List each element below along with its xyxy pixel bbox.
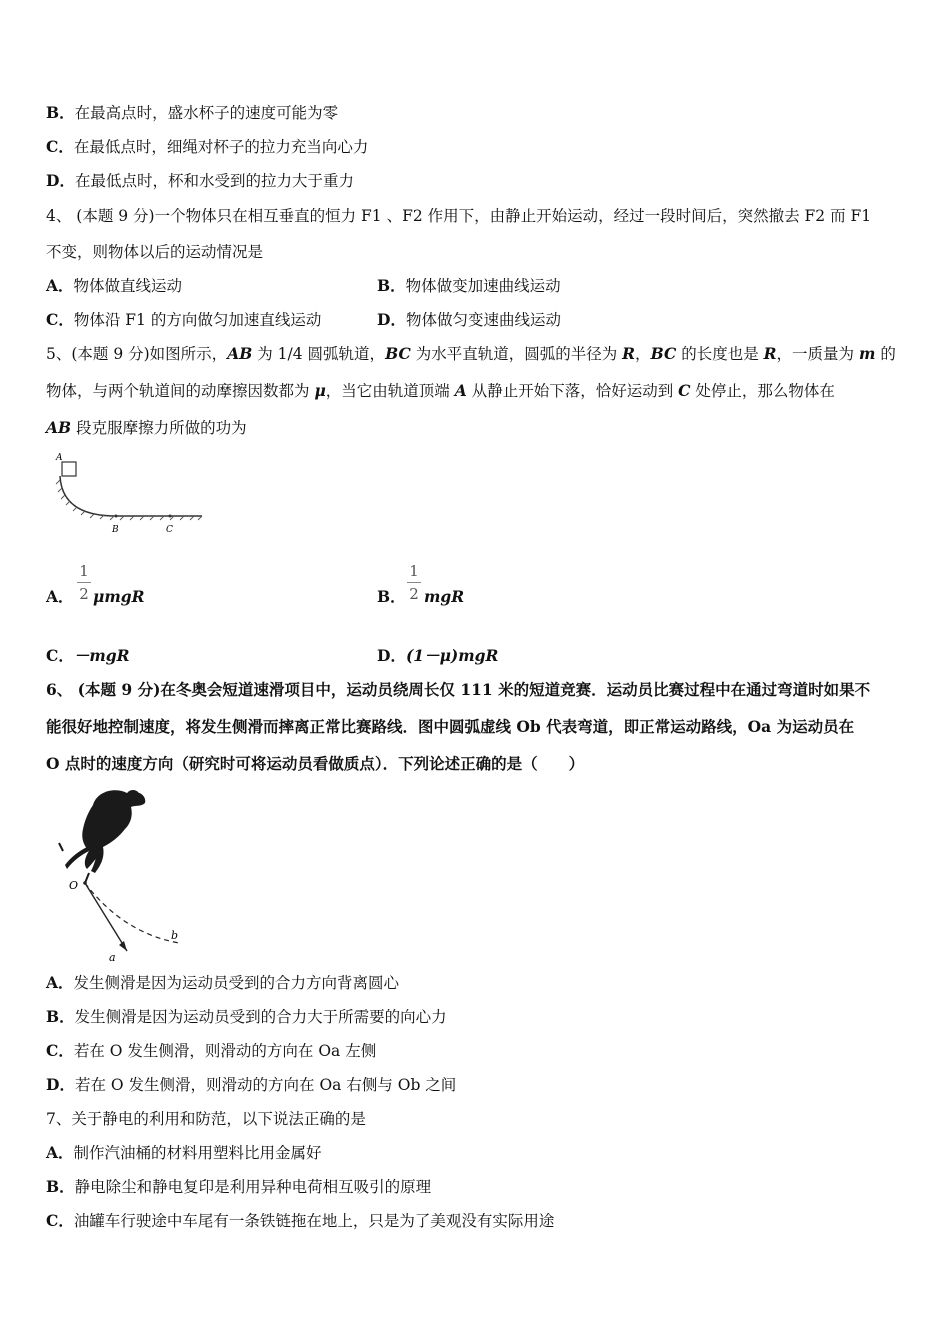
q5-stem-line3 (46, 418, 247, 438)
q5-text: 段克服摩擦力所做的功为 (71, 419, 247, 437)
q6-option-b (46, 1007, 447, 1027)
q6-skater-figure (45, 785, 195, 965)
option-text: 静电除尘和静电复印是利用异种电荷相互吸引的原理 (74, 1178, 432, 1196)
q4-option-d (377, 310, 561, 330)
option-expr: μmgR (93, 587, 145, 606)
option-letter: C． (46, 1211, 74, 1230)
q5-var: m (858, 344, 876, 363)
option-text: 在最低点时，杯和水受到的拉力大于重力 (74, 172, 354, 190)
fraction-bar (77, 582, 91, 583)
option-letter: C． (46, 310, 74, 329)
q6-option-d (46, 1075, 456, 1095)
q5-a-fraction (77, 562, 91, 603)
option-letter: A． (46, 276, 74, 295)
label-c: C (166, 525, 173, 535)
q5-b-fraction (407, 562, 421, 603)
option-letter: D． (377, 310, 406, 329)
option-letter: B． (46, 1007, 75, 1026)
option-expr: mgR (424, 587, 465, 606)
q7-option-a (46, 1143, 322, 1163)
block-at-a (62, 462, 76, 476)
option-text: 物体做变加速曲线运动 (405, 277, 561, 295)
option-text: 物体做匀变速曲线运动 (405, 311, 561, 329)
q5-var: C (678, 381, 691, 400)
fraction-bar (407, 582, 421, 583)
option-letter: C． (46, 137, 74, 156)
q4-option-c (46, 310, 321, 330)
option-expr: －mgR (73, 646, 130, 665)
q5-var: μ (314, 381, 326, 400)
q5-option-c (46, 646, 129, 666)
label-o: O (69, 879, 79, 892)
q6-option-c (46, 1041, 376, 1061)
q5-var: A (454, 381, 467, 400)
q5-text: 的长度也是 (676, 345, 764, 363)
q4-option-b (377, 276, 561, 296)
label-a: a (109, 951, 116, 964)
option-letter: B． (377, 587, 406, 606)
q5-option-a (46, 587, 74, 607)
q5-stem-line2 (46, 381, 835, 401)
q3-option-d (46, 171, 354, 191)
q5-text: 物体，与两个轨道间的动摩擦因数都为 (46, 382, 315, 400)
q7-option-b (46, 1177, 431, 1197)
option-text: 油罐车行驶途中车尾有一条铁链拖在地上，只是为了美观没有实际用途 (73, 1212, 555, 1230)
label-a: A (56, 453, 63, 463)
q6-stem-line1: 6、 (本题 9 分)在冬奥会短道速滑项目中，运动员绕周长仅 111 米的短道竞赛．运动员比赛过程中在通过弯道时如果不 (46, 680, 871, 699)
fraction-numerator: 1 (79, 562, 89, 580)
skate-blade (59, 843, 63, 851)
q5-text: 从静止开始下落，恰好运动到 (466, 382, 679, 400)
option-letter: A． (46, 587, 74, 606)
option-text: 制作汽油桶的材料用塑料比用金属好 (73, 1144, 322, 1162)
fraction-numerator: 1 (409, 562, 419, 580)
option-expr: (1－μ)mgR (405, 646, 499, 665)
option-text: 若在 O 发生侧滑，则滑动的方向在 Oa 左侧 (73, 1042, 377, 1060)
option-text: 在最高点时，盛水杯子的速度可能为零 (74, 104, 339, 122)
q5-var: BC (650, 344, 677, 363)
q6-stem-line3: O 点时的速度方向（研究时可将运动员看做质点）．下列论述正确的是（ ） (46, 754, 585, 773)
q5-track-figure (50, 450, 230, 540)
option-letter: D． (46, 1075, 75, 1094)
option-letter: C． (46, 1041, 74, 1060)
q5-var: AB (227, 344, 253, 363)
q4-stem-line2: 不变，则物体以后的运动情况是 (46, 243, 264, 261)
track-hatching (56, 480, 202, 520)
q5-text: 5、(本题 9 分)如图所示， (46, 345, 228, 363)
q5-b-expr (424, 587, 464, 607)
option-text: 发生侧滑是因为运动员受到的合力大于所需要的向心力 (74, 1008, 447, 1026)
q4-stem-line1: 4、 (本题 9 分)一个物体只在相互垂直的恒力 F1 、F2 作用下，由静止开始运动，经过一段时间后，突然撤去 F2 而 F1 (46, 207, 872, 225)
option-letter: B． (46, 103, 75, 122)
q5-text: ，一质量为 (776, 345, 859, 363)
q5-var: R (622, 344, 636, 363)
q5-text: ，当它由轨道顶端 (325, 382, 455, 400)
option-text: 发生侧滑是因为运动员受到的合力方向背离圆心 (73, 974, 400, 992)
arc-track (60, 476, 202, 516)
q7-stem-line1: 7、关于静电的利用和防范，以下说法正确的是 (46, 1110, 366, 1128)
q7-option-c (46, 1211, 554, 1231)
q5-var: AB (46, 418, 72, 437)
fraction-denominator: 2 (79, 585, 89, 603)
q5-option-b (377, 587, 406, 607)
velocity-arrowhead (119, 941, 127, 951)
option-text: 在最低点时，细绳对杯子的拉力充当向心力 (73, 138, 369, 156)
q5-a-expr (93, 587, 144, 607)
q5-var: BC (385, 344, 411, 363)
option-letter: C． (46, 646, 74, 665)
q5-text: 为水平直轨道，圆弧的半径为 (410, 345, 623, 363)
q3-option-c (46, 137, 368, 157)
q3-option-b (46, 103, 338, 123)
q5-stem-line1 (46, 344, 896, 364)
option-letter: D． (377, 646, 406, 665)
point-b (115, 515, 118, 518)
q6-option-a (46, 973, 399, 993)
option-text: 若在 O 发生侧滑，则滑动的方向在 Oa 右侧与 Ob 之间 (74, 1076, 457, 1094)
dashed-arc-ob (85, 883, 179, 943)
option-letter: A． (46, 973, 74, 992)
option-letter: D． (46, 171, 75, 190)
q5-option-d (377, 646, 498, 666)
option-text: 物体做直线运动 (73, 277, 183, 295)
option-letter: B． (377, 276, 406, 295)
skater-silhouette (65, 790, 145, 873)
q4-option-a (46, 276, 182, 296)
velocity-line-oa (85, 883, 127, 951)
q6-stem-line2: 能很好地控制速度，将发生侧滑而摔离正常比赛路线．图中圆弧虚线 Ob 代表弯道，即正常运动路线，Oa 为运动员在 (46, 717, 855, 736)
fraction-denominator: 2 (409, 585, 419, 603)
q5-text: ， (635, 345, 651, 363)
label-b: b (171, 929, 179, 942)
q5-text: 为 1/4 圆弧轨道， (252, 345, 386, 363)
option-text: 物体沿 F1 的方向做匀加速直线运动 (73, 311, 322, 329)
point-c (169, 515, 172, 518)
q5-var: R (763, 344, 777, 363)
option-letter: B． (46, 1177, 75, 1196)
option-letter: A． (46, 1143, 74, 1162)
q5-text: 处停止，那么物体在 (690, 382, 835, 400)
q5-text: 的 (875, 345, 896, 363)
label-b: B (112, 525, 119, 535)
